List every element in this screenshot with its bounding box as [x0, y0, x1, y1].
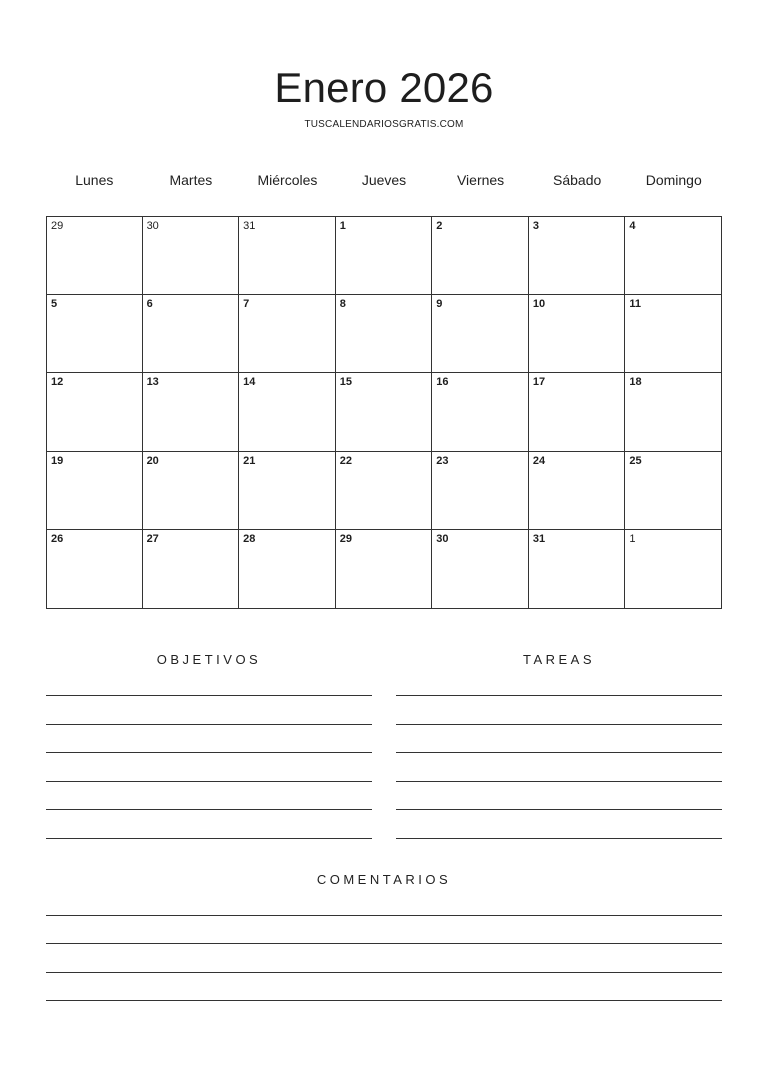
day-cell	[625, 530, 722, 609]
writing-line	[46, 724, 372, 725]
writing-line	[46, 972, 722, 973]
day-cell	[336, 452, 433, 531]
day-number: 12	[51, 376, 64, 389]
writing-line	[46, 915, 722, 916]
day-cell	[432, 452, 529, 531]
day-cell	[239, 295, 336, 374]
writing-line	[46, 781, 372, 782]
day-cell	[625, 216, 722, 295]
day-cell	[529, 452, 626, 531]
calendar-grid	[46, 216, 722, 609]
weekday-label: Martes	[169, 172, 213, 188]
day-number: 21	[243, 454, 256, 467]
day-cell	[46, 295, 143, 374]
day-cell	[625, 452, 722, 531]
day-cell	[529, 530, 626, 609]
day-cell	[336, 373, 433, 452]
day-cell	[529, 295, 626, 374]
day-number: 4	[629, 220, 636, 232]
day-number: 13	[146, 376, 159, 389]
page-title: Enero 2026	[274, 64, 494, 111]
objetivos-heading: OBJETIVOS	[156, 652, 262, 667]
site-url: TUSCALENDARIOSGRATIS.COM	[304, 119, 464, 130]
day-cell	[239, 530, 336, 609]
writing-line	[396, 781, 722, 782]
day-cell	[46, 452, 143, 531]
writing-line	[396, 838, 722, 839]
day-number: 23	[436, 454, 449, 467]
day-number: 15	[339, 376, 352, 389]
day-number: 29	[51, 220, 64, 232]
day-cell	[143, 295, 240, 374]
day-cell	[432, 295, 529, 374]
day-number: 2	[436, 220, 443, 232]
day-cell	[625, 373, 722, 452]
writing-line	[46, 809, 372, 810]
day-number: 9	[436, 297, 443, 310]
weekday-label: Lunes	[75, 172, 114, 188]
writing-line	[396, 724, 722, 725]
day-number: 17	[532, 376, 546, 389]
day-cell	[46, 216, 143, 295]
day-number: 20	[146, 454, 159, 467]
writing-line	[46, 943, 722, 944]
day-number: 22	[339, 454, 352, 467]
day-number: 16	[436, 376, 449, 389]
day-number: 28	[243, 533, 256, 546]
writing-line	[46, 1000, 722, 1001]
day-cell	[143, 452, 240, 531]
weekday-label: Miércoles	[257, 172, 318, 188]
weekday-header-row	[46, 172, 722, 192]
day-number: 30	[436, 533, 449, 546]
writing-line	[396, 695, 722, 696]
day-number: 29	[339, 533, 352, 546]
day-number: 11	[629, 297, 642, 310]
day-number: 10	[532, 297, 546, 310]
day-cell	[529, 216, 626, 295]
day-cell	[432, 373, 529, 452]
day-number: 1	[339, 220, 346, 232]
day-number: 8	[339, 297, 346, 310]
writing-line	[46, 752, 372, 753]
day-number: 19	[51, 454, 64, 467]
day-number: 14	[243, 376, 256, 389]
day-cell	[336, 530, 433, 609]
writing-line	[46, 838, 372, 839]
day-cell	[239, 452, 336, 531]
tareas-heading: TAREAS	[522, 652, 596, 667]
writing-line	[396, 809, 722, 810]
day-number: 1	[629, 533, 636, 546]
day-number: 25	[629, 454, 642, 467]
day-number: 31	[243, 220, 256, 232]
comentarios-heading: COMENTARIOS	[316, 872, 452, 887]
day-number: 27	[146, 533, 159, 546]
weekday-label: Viernes	[456, 172, 505, 188]
weekday-label: Domingo	[645, 172, 702, 188]
day-cell	[143, 216, 240, 295]
writing-line	[396, 752, 722, 753]
weekday-label: Sábado	[553, 172, 602, 188]
day-cell	[239, 373, 336, 452]
day-cell	[336, 216, 433, 295]
day-number: 18	[629, 376, 642, 389]
day-cell	[529, 373, 626, 452]
day-cell	[432, 216, 529, 295]
day-cell	[432, 530, 529, 609]
day-number: 5	[51, 297, 58, 310]
weekday-label: Jueves	[361, 172, 407, 188]
day-number: 26	[51, 533, 64, 546]
day-number: 6	[146, 297, 153, 310]
day-number: 30	[146, 220, 159, 232]
day-number: 24	[532, 454, 546, 467]
day-cell	[46, 530, 143, 609]
day-number: 7	[243, 297, 250, 310]
day-number: 3	[532, 220, 539, 232]
day-cell	[143, 373, 240, 452]
day-cell	[46, 373, 143, 452]
day-cell	[625, 295, 722, 374]
writing-line	[46, 695, 372, 696]
day-cell	[143, 530, 240, 609]
day-cell	[336, 295, 433, 374]
day-cell	[239, 216, 336, 295]
day-number: 31	[532, 533, 546, 546]
